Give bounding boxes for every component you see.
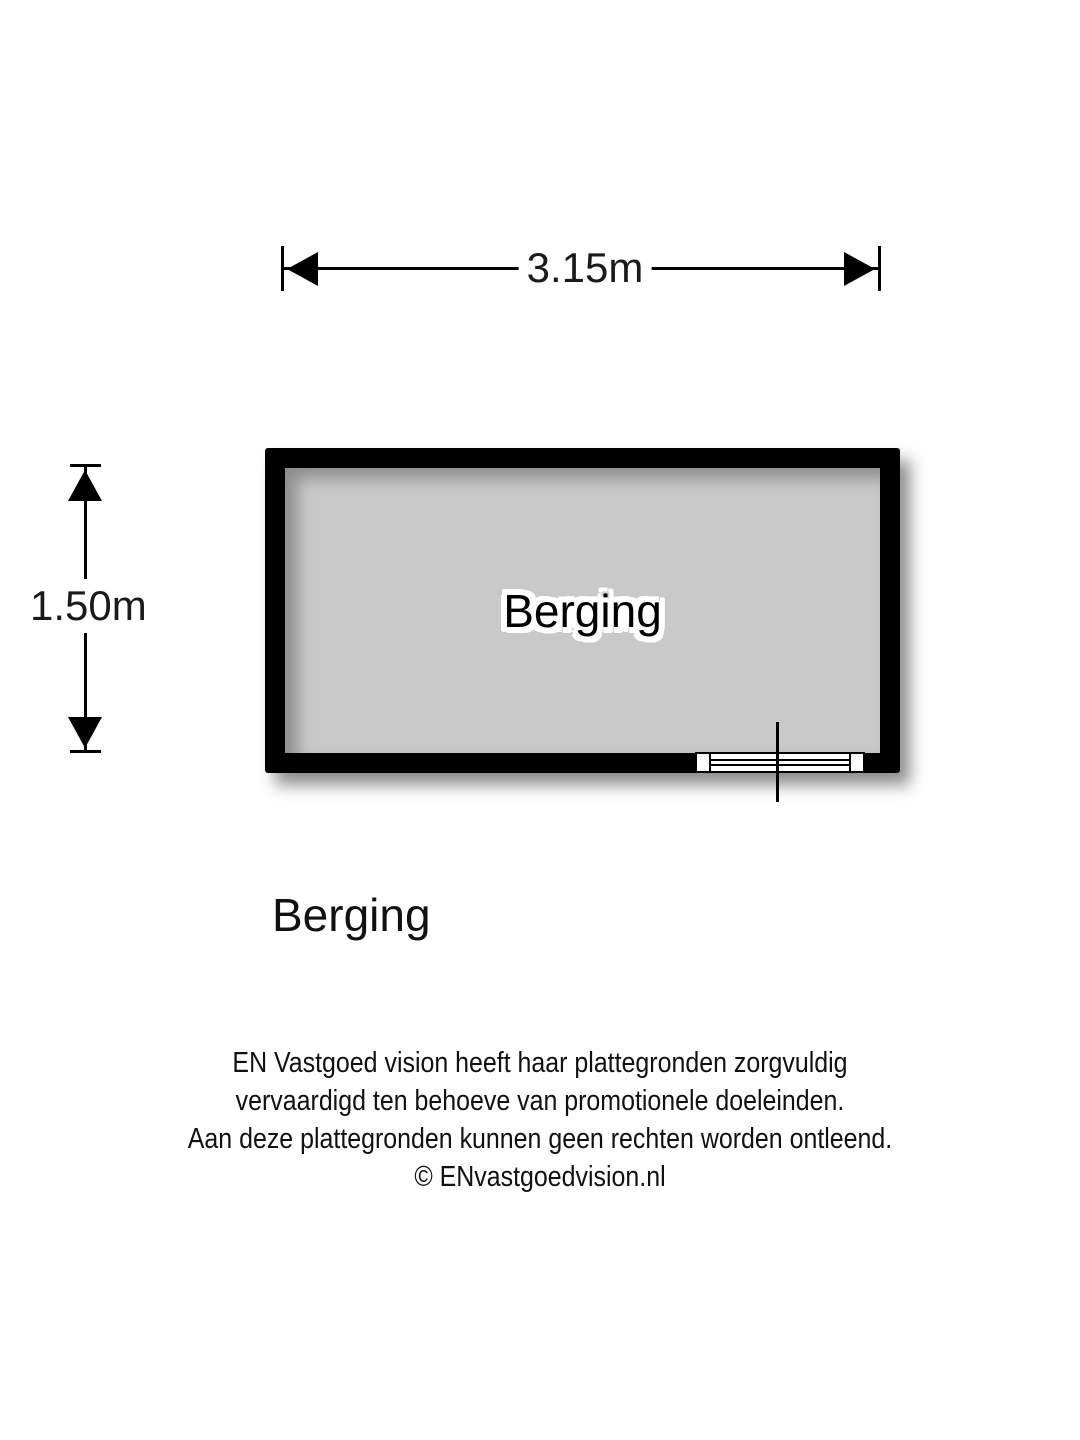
width-dimension-label: 3.15m	[519, 245, 652, 291]
width-dimension-tick-right	[878, 246, 881, 291]
disclaimer-line-3: Aan deze plattegronden kunnen geen rechten worden ontleend.	[187, 1123, 893, 1155]
window-pane-line-bottom	[711, 764, 849, 766]
window-frame-left	[709, 754, 711, 771]
arrow-down-icon	[68, 717, 102, 748]
height-dimension-label: 1.50m	[28, 579, 149, 633]
disclaimer-line-4: © ENvastgoedvision.nl	[414, 1161, 666, 1193]
window-icon	[695, 752, 865, 773]
arrow-right-icon	[844, 252, 875, 286]
window-pane-line-top	[711, 759, 849, 761]
height-dimension-tick-top	[70, 464, 101, 467]
room-label: Berging	[503, 584, 662, 637]
disclaimer	[76, 1044, 1005, 1196]
room-berging-outline	[265, 448, 900, 773]
section-cut-line	[776, 722, 779, 802]
width-dimension-tick-left	[281, 246, 284, 291]
height-dimension-tick-bottom	[70, 750, 101, 753]
plan-title: Berging	[272, 889, 431, 941]
arrow-left-icon	[287, 252, 318, 286]
disclaimer-line-1: EN Vastgoed vision heeft haar plattegronden zorgvuldig	[232, 1047, 848, 1079]
arrow-up-icon	[68, 470, 102, 501]
disclaimer-line-2: vervaardigd ten behoeve van promotionele doeleinden.	[235, 1085, 845, 1117]
window-frame-right	[849, 754, 851, 771]
room-berging-floor	[285, 468, 880, 753]
